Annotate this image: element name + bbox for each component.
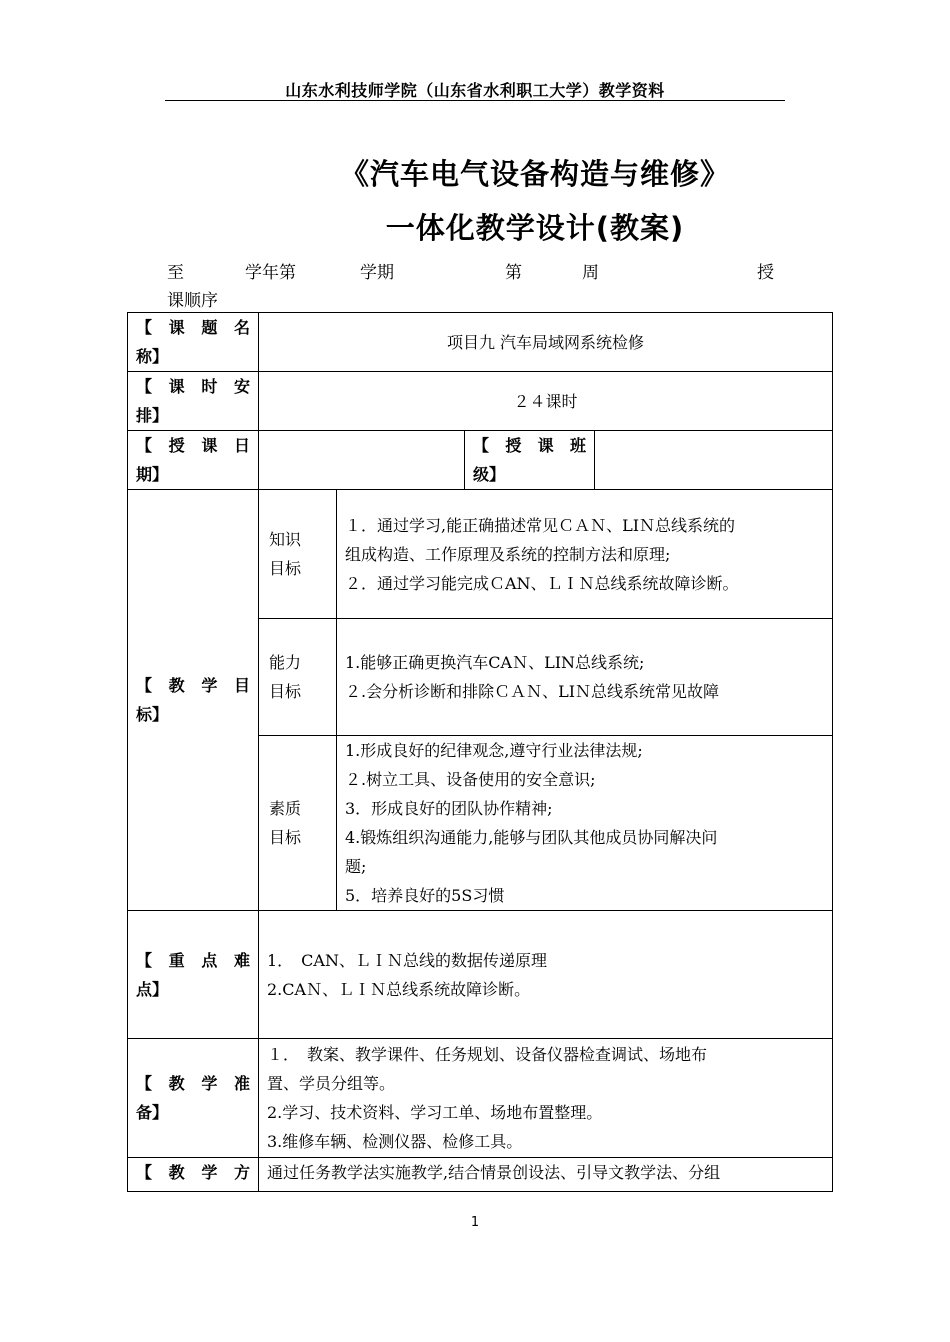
class-value <box>595 431 833 490</box>
date-label: 【 授 课 日 期】 <box>128 431 259 490</box>
document-subtitle: 一体化教学设计(教案) <box>385 211 685 245</box>
row-date-class <box>128 431 833 490</box>
row-knowledge-goal <box>128 490 833 619</box>
keypoints-label: 【 重 点 难 点】 <box>128 911 259 1039</box>
topic-label: 【 课 题 名 称】 <box>128 313 259 372</box>
header-rule <box>165 100 785 101</box>
method-label: 【 教 学 方 <box>128 1158 259 1192</box>
quality-goal-content: 1.形成良好的纪律观念,遵守行业法律法规; ２.树立工具、设备使用的安全意识; 3．形成良好的团队协作精神; 4.锻炼组织沟通能力,能够与团队其他成员协同解决问 题; 5．培养良好的5S习惯 <box>337 736 833 911</box>
row-hours <box>128 372 833 431</box>
class-label: 【 授 课 班 级】 <box>465 431 595 490</box>
meta-zhi: 至 <box>167 263 184 283</box>
row-topic <box>128 313 833 372</box>
hours-value: ２４课时 <box>259 372 833 431</box>
page-number: 1 <box>470 1215 480 1230</box>
meta-week: 周 <box>582 263 599 283</box>
ability-goal-label: 能力 目标 <box>259 619 337 736</box>
lesson-plan-table <box>127 312 833 1192</box>
knowledge-goal-label: 知识 目标 <box>259 490 337 619</box>
row-preparation <box>128 1039 833 1158</box>
goals-label: 【 教 学 目 标】 <box>128 490 259 911</box>
topic-value: 项目九 汽车局域网系统检修 <box>259 313 833 372</box>
page-header: 山东水利技师学院（山东省水利职工大学）教学资料 <box>285 81 665 100</box>
meta-shou: 授 <box>757 263 774 283</box>
method-content: 通过任务教学法实施教学,结合情景创设法、引导文教学法、分组 <box>259 1158 833 1192</box>
date-value <box>259 431 465 490</box>
hours-label: 【 课 时 安 排】 <box>128 372 259 431</box>
course-title: 《汽车电气设备构造与维修》 <box>339 157 730 191</box>
meta-semester: 学期 <box>360 263 394 283</box>
meta-lesson-order: 课顺序 <box>167 291 218 311</box>
row-key-points <box>128 911 833 1039</box>
prep-content: １． 教案、教学课件、任务规划、设备仪器检查调试、场地布 置、学员分组等。 2.学习、技术资料、学习工单、场地布置整理。 3.维修车辆、检测仪器、检修工具。 <box>259 1039 833 1158</box>
prep-label: 【 教 学 准 备】 <box>128 1039 259 1158</box>
keypoints-content: 1． CAN、ＬＩＮ总线的数据传递原理 2.CAＮ、ＬＩＮ总线系统故障诊断。 <box>259 911 833 1039</box>
knowledge-goal-content: １．通过学习,能正确描述常见ＣＡＮ、LIＮ总线系统的 组成构造、工作原理及系统的控制方法和原理; ２．通过学习能完成ＣAN、ＬＩＮ总线系统故障诊断。 <box>337 490 833 619</box>
row-method <box>128 1158 833 1192</box>
quality-goal-label: 素质 目标 <box>259 736 337 911</box>
meta-school-year: 学年第 <box>245 263 296 283</box>
ability-goal-content: 1.能够正确更换汽车CAＮ、LIN总线系统; ２.会分析诊断和排除ＣＡＮ、LIＮ总线系统常见故障 <box>337 619 833 736</box>
meta-di: 第 <box>505 263 522 283</box>
